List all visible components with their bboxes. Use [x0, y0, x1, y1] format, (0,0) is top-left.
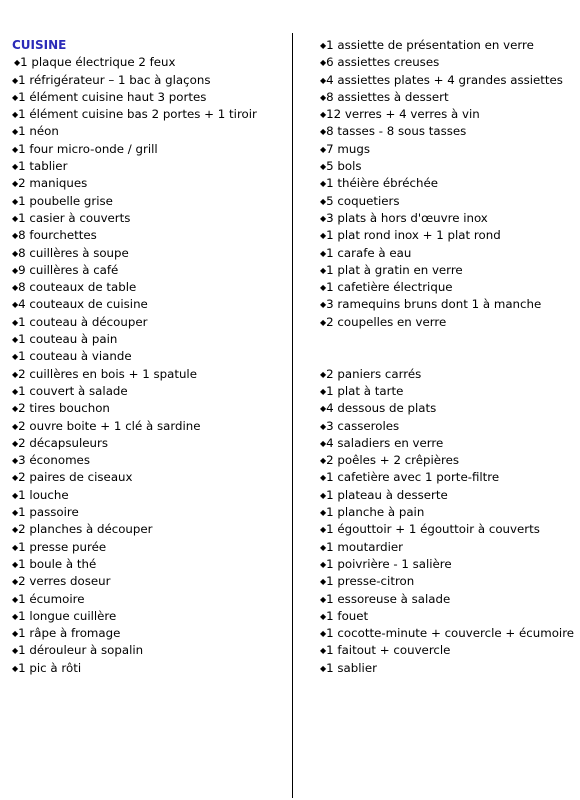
list-item [12, 54, 288, 71]
list-item [12, 435, 288, 452]
list-item [12, 245, 288, 262]
diamond-bullet-icon: ◆ [12, 386, 19, 396]
list-item [12, 141, 288, 158]
list-item [320, 106, 578, 123]
list-item [12, 383, 288, 400]
diamond-bullet-icon: ◆ [12, 369, 19, 379]
list-item [320, 504, 578, 521]
list-item [320, 54, 578, 71]
diamond-bullet-icon: ◆ [12, 559, 19, 569]
column-divider [292, 33, 293, 798]
diamond-bullet-icon: ◆ [12, 542, 19, 552]
list-item [12, 642, 288, 659]
list-item [12, 625, 288, 642]
list-item-text: 4 assiettes plates + 4 grandes assiettes [326, 72, 563, 87]
diamond-bullet-icon: ◆ [12, 317, 19, 327]
diamond-bullet-icon: ◆ [12, 127, 19, 137]
list-item-text: 5 bols [326, 159, 362, 174]
diamond-bullet-icon: ◆ [320, 196, 327, 206]
list-item-text: 2 planches à découper [18, 522, 153, 537]
diamond-bullet-icon: ◆ [12, 594, 19, 604]
list-item [320, 245, 578, 262]
diamond-bullet-icon: ◆ [320, 490, 327, 500]
list-item-text: 8 cuillères à soupe [18, 245, 129, 260]
list-item [12, 573, 288, 590]
list-item [320, 366, 578, 383]
list-item [12, 158, 288, 175]
list-item [320, 123, 578, 140]
list-item-text: 1 couteau à viande [18, 349, 132, 364]
list-item-text: 1 réfrigérateur – 1 bac à glaçons [18, 72, 211, 87]
list-item [12, 279, 288, 296]
list-item-text: 8 tasses - 8 sous tasses [326, 124, 467, 139]
left-column [12, 37, 288, 677]
list-item-text: 3 plats à hors d'œuvre inox [326, 210, 488, 225]
list-item [320, 400, 578, 417]
list-item-text: 7 mugs [326, 141, 371, 156]
list-item [12, 210, 288, 227]
list-item-text: 1 sablier [326, 660, 377, 675]
list-item-text: 3 économes [18, 453, 90, 468]
diamond-bullet-icon: ◆ [320, 473, 327, 483]
list-item-text: 1 dérouleur à sopalin [18, 643, 144, 658]
diamond-bullet-icon: ◆ [12, 456, 19, 466]
list-item [12, 89, 288, 106]
diamond-bullet-icon: ◆ [320, 369, 327, 379]
diamond-bullet-icon: ◆ [320, 577, 327, 587]
diamond-bullet-icon: ◆ [320, 611, 327, 621]
list-item [12, 227, 288, 244]
diamond-bullet-icon: ◆ [12, 473, 19, 483]
list-item-text: 1 poivrière - 1 salière [326, 556, 452, 571]
list-item-text: 1 égouttoir + 1 égouttoir à couverts [326, 522, 540, 537]
diamond-bullet-icon: ◆ [320, 438, 327, 448]
list-item [320, 314, 578, 331]
diamond-bullet-icon: ◆ [12, 231, 19, 241]
diamond-bullet-icon: ◆ [320, 317, 327, 327]
list-item-text: 9 cuillères à café [18, 262, 119, 277]
diamond-bullet-icon: ◆ [320, 300, 327, 310]
list-item-text: 1 four micro-onde / grill [18, 141, 158, 156]
diamond-bullet-icon: ◆ [12, 144, 19, 154]
list-item-text: 1 passoire [18, 505, 79, 520]
list-item-text: 1 plaque électrique 2 feux [20, 55, 176, 70]
diamond-bullet-icon: ◆ [320, 265, 327, 275]
diamond-bullet-icon: ◆ [320, 594, 327, 604]
diamond-bullet-icon: ◆ [320, 646, 327, 656]
list-item-text: 2 verres doseur [18, 574, 111, 589]
list-item [12, 106, 288, 123]
list-item-text: 1 plat rond inox + 1 plat rond [326, 228, 501, 243]
list-item [320, 158, 578, 175]
diamond-bullet-icon: ◆ [12, 438, 19, 448]
list-item-text: 2 maniques [18, 176, 88, 191]
diamond-bullet-icon: ◆ [12, 283, 19, 293]
diamond-bullet-icon: ◆ [12, 352, 19, 362]
list-item [12, 608, 288, 625]
list-item [320, 72, 578, 89]
list-item-text: 1 couteau à découper [18, 314, 148, 329]
list-item-text: 1 néon [18, 124, 59, 139]
diamond-bullet-icon: ◆ [320, 525, 327, 535]
list-item [320, 89, 578, 106]
list-item-text: 1 plateau à desserte [326, 487, 448, 502]
diamond-bullet-icon: ◆ [320, 456, 327, 466]
list-item [320, 591, 578, 608]
list-item-text: 2 coupelles en verre [326, 314, 447, 329]
list-item-text: 2 paires de ciseaux [18, 470, 133, 485]
diamond-bullet-icon: ◆ [320, 629, 327, 639]
list-item [320, 660, 578, 677]
diamond-bullet-icon: ◆ [12, 196, 19, 206]
list-item [320, 279, 578, 296]
list-item [12, 72, 288, 89]
diamond-bullet-icon: ◆ [320, 58, 327, 68]
list-item-text: 1 écumoire [18, 591, 85, 606]
list-item [320, 556, 578, 573]
list-item-text: 1 boule à thé [18, 556, 97, 571]
list-item [320, 262, 578, 279]
diamond-bullet-icon: ◆ [320, 508, 327, 518]
right-item-list-cookware [320, 366, 578, 677]
list-item-text: 1 élément cuisine bas 2 portes + 1 tiroir [18, 107, 257, 122]
diamond-bullet-icon: ◆ [320, 559, 327, 569]
list-item [320, 296, 578, 313]
list-item [12, 556, 288, 573]
list-item-text: 2 ouvre boite + 1 clé à sardine [18, 418, 201, 433]
diamond-bullet-icon: ◆ [12, 110, 19, 120]
list-item-text: 1 élément cuisine haut 3 portes [18, 89, 207, 104]
diamond-bullet-icon: ◆ [12, 248, 19, 258]
list-item [320, 608, 578, 625]
list-item [12, 262, 288, 279]
list-item-text: 1 fouet [326, 608, 369, 623]
list-item [320, 573, 578, 590]
diamond-bullet-icon: ◆ [320, 663, 327, 673]
diamond-bullet-icon: ◆ [320, 404, 327, 414]
list-item-text: 1 louche [18, 487, 69, 502]
list-item [12, 175, 288, 192]
list-item-text: 1 casier à couverts [18, 210, 131, 225]
list-item [320, 469, 578, 486]
diamond-bullet-icon: ◆ [12, 525, 19, 535]
diamond-bullet-icon: ◆ [320, 179, 327, 189]
list-item-text: 4 saladiers en verre [326, 435, 444, 450]
list-item [12, 504, 288, 521]
diamond-bullet-icon: ◆ [12, 508, 19, 518]
diamond-bullet-icon: ◆ [12, 663, 19, 673]
list-item-text: 3 ramequins bruns dont 1 à manche [326, 297, 542, 312]
list-item-text: 2 décapsuleurs [18, 435, 108, 450]
list-item-text: 1 pic à rôti [18, 660, 82, 675]
diamond-bullet-icon: ◆ [320, 110, 327, 120]
diamond-bullet-icon: ◆ [320, 75, 327, 85]
list-item-text: 1 plat à gratin en verre [326, 262, 463, 277]
list-item-text: 2 cuillères en bois + 1 spatule [18, 366, 197, 381]
diamond-bullet-icon: ◆ [12, 421, 19, 431]
diamond-bullet-icon: ◆ [12, 611, 19, 621]
diamond-bullet-icon: ◆ [12, 75, 19, 85]
list-item-text: 1 cafetière avec 1 porte-filtre [326, 470, 500, 485]
list-item-text: 1 couteau à pain [18, 332, 118, 347]
list-item [320, 625, 578, 642]
diamond-bullet-icon: ◆ [320, 92, 327, 102]
list-item [12, 539, 288, 556]
list-item-text: 8 couteaux de table [18, 280, 137, 295]
list-item-text: 1 longue cuillère [18, 608, 117, 623]
list-item [12, 348, 288, 365]
list-item [320, 642, 578, 659]
diamond-bullet-icon: ◆ [12, 213, 19, 223]
list-item-text: 1 tablier [18, 159, 68, 174]
list-item-text: 1 planche à pain [326, 505, 425, 520]
list-item [12, 487, 288, 504]
list-item-text: 1 cafetière électrique [326, 280, 453, 295]
list-item-text: 1 presse-citron [326, 574, 415, 589]
list-item [320, 383, 578, 400]
list-item-text: 6 assiettes creuses [326, 55, 440, 70]
diamond-bullet-icon: ◆ [14, 58, 21, 68]
list-item-text: 3 casseroles [326, 418, 400, 433]
list-item [320, 487, 578, 504]
diamond-bullet-icon: ◆ [12, 629, 19, 639]
diamond-bullet-icon: ◆ [12, 646, 19, 656]
list-item [12, 123, 288, 140]
list-item-text: 12 verres + 4 verres à vin [326, 107, 480, 122]
diamond-bullet-icon: ◆ [320, 231, 327, 241]
list-item [12, 469, 288, 486]
left-item-list [12, 54, 288, 677]
diamond-bullet-icon: ◆ [12, 179, 19, 189]
list-item-text: 1 faitout + couvercle [326, 643, 451, 658]
list-item-text: 2 poêles + 2 crêpières [326, 453, 460, 468]
list-item-text: 4 dessous de plats [326, 401, 437, 416]
list-item-text: 4 couteaux de cuisine [18, 297, 148, 312]
list-item-text: 1 théière ébréchée [326, 176, 438, 191]
diamond-bullet-icon: ◆ [320, 421, 327, 431]
list-item-text: 1 râpe à fromage [18, 626, 121, 641]
diamond-bullet-icon: ◆ [320, 127, 327, 137]
list-item [320, 521, 578, 538]
diamond-bullet-icon: ◆ [12, 162, 19, 172]
list-item [320, 37, 578, 54]
list-item [12, 400, 288, 417]
diamond-bullet-icon: ◆ [12, 265, 19, 275]
list-item [12, 660, 288, 677]
list-item [12, 452, 288, 469]
list-item [12, 296, 288, 313]
list-item-text: 8 assiettes à dessert [326, 89, 449, 104]
list-item-text: 1 moutardier [326, 539, 403, 554]
list-item [320, 175, 578, 192]
diamond-bullet-icon: ◆ [320, 386, 327, 396]
diamond-bullet-icon: ◆ [320, 144, 327, 154]
list-item [12, 366, 288, 383]
section-title: CUISINE [12, 38, 67, 52]
diamond-bullet-icon: ◆ [12, 335, 19, 345]
list-item-text: 1 essoreuse à salade [326, 591, 451, 606]
diamond-bullet-icon: ◆ [320, 41, 327, 50]
list-item-text: 1 carafe à eau [326, 245, 412, 260]
right-column [320, 37, 578, 677]
list-item [320, 141, 578, 158]
list-item-text: 2 tires bouchon [18, 401, 110, 416]
list-item-text: 1 assiette de présentation en verre [326, 38, 534, 52]
list-item [320, 193, 578, 210]
list-item [12, 418, 288, 435]
list-item [320, 418, 578, 435]
diamond-bullet-icon: ◆ [12, 300, 19, 310]
diamond-bullet-icon: ◆ [320, 213, 327, 223]
list-item-text: 5 coquetiers [326, 193, 400, 208]
list-item [12, 521, 288, 538]
list-item-text: 1 cocotte-minute + couvercle + écumoire [326, 626, 575, 641]
list-item [12, 193, 288, 210]
list-item-text: 8 fourchettes [18, 228, 97, 243]
list-item [12, 591, 288, 608]
diamond-bullet-icon: ◆ [320, 283, 327, 293]
list-item [320, 539, 578, 556]
list-item [320, 210, 578, 227]
diamond-bullet-icon: ◆ [320, 162, 327, 172]
list-item [320, 452, 578, 469]
list-item-text: 1 poubelle grise [18, 193, 113, 208]
list-item-text: 1 plat à tarte [326, 383, 404, 398]
list-gap [320, 331, 578, 366]
diamond-bullet-icon: ◆ [12, 577, 19, 587]
list-item [12, 314, 288, 331]
list-item-text: 2 paniers carrés [326, 366, 422, 381]
list-item [320, 435, 578, 452]
diamond-bullet-icon: ◆ [320, 248, 327, 258]
right-item-list-tableware [320, 37, 578, 331]
diamond-bullet-icon: ◆ [320, 542, 327, 552]
list-item-text: 1 presse purée [18, 539, 107, 554]
list-item [320, 227, 578, 244]
list-item [12, 331, 288, 348]
diamond-bullet-icon: ◆ [12, 404, 19, 414]
diamond-bullet-icon: ◆ [12, 490, 19, 500]
diamond-bullet-icon: ◆ [12, 92, 19, 102]
list-item-text: 1 couvert à salade [18, 383, 128, 398]
